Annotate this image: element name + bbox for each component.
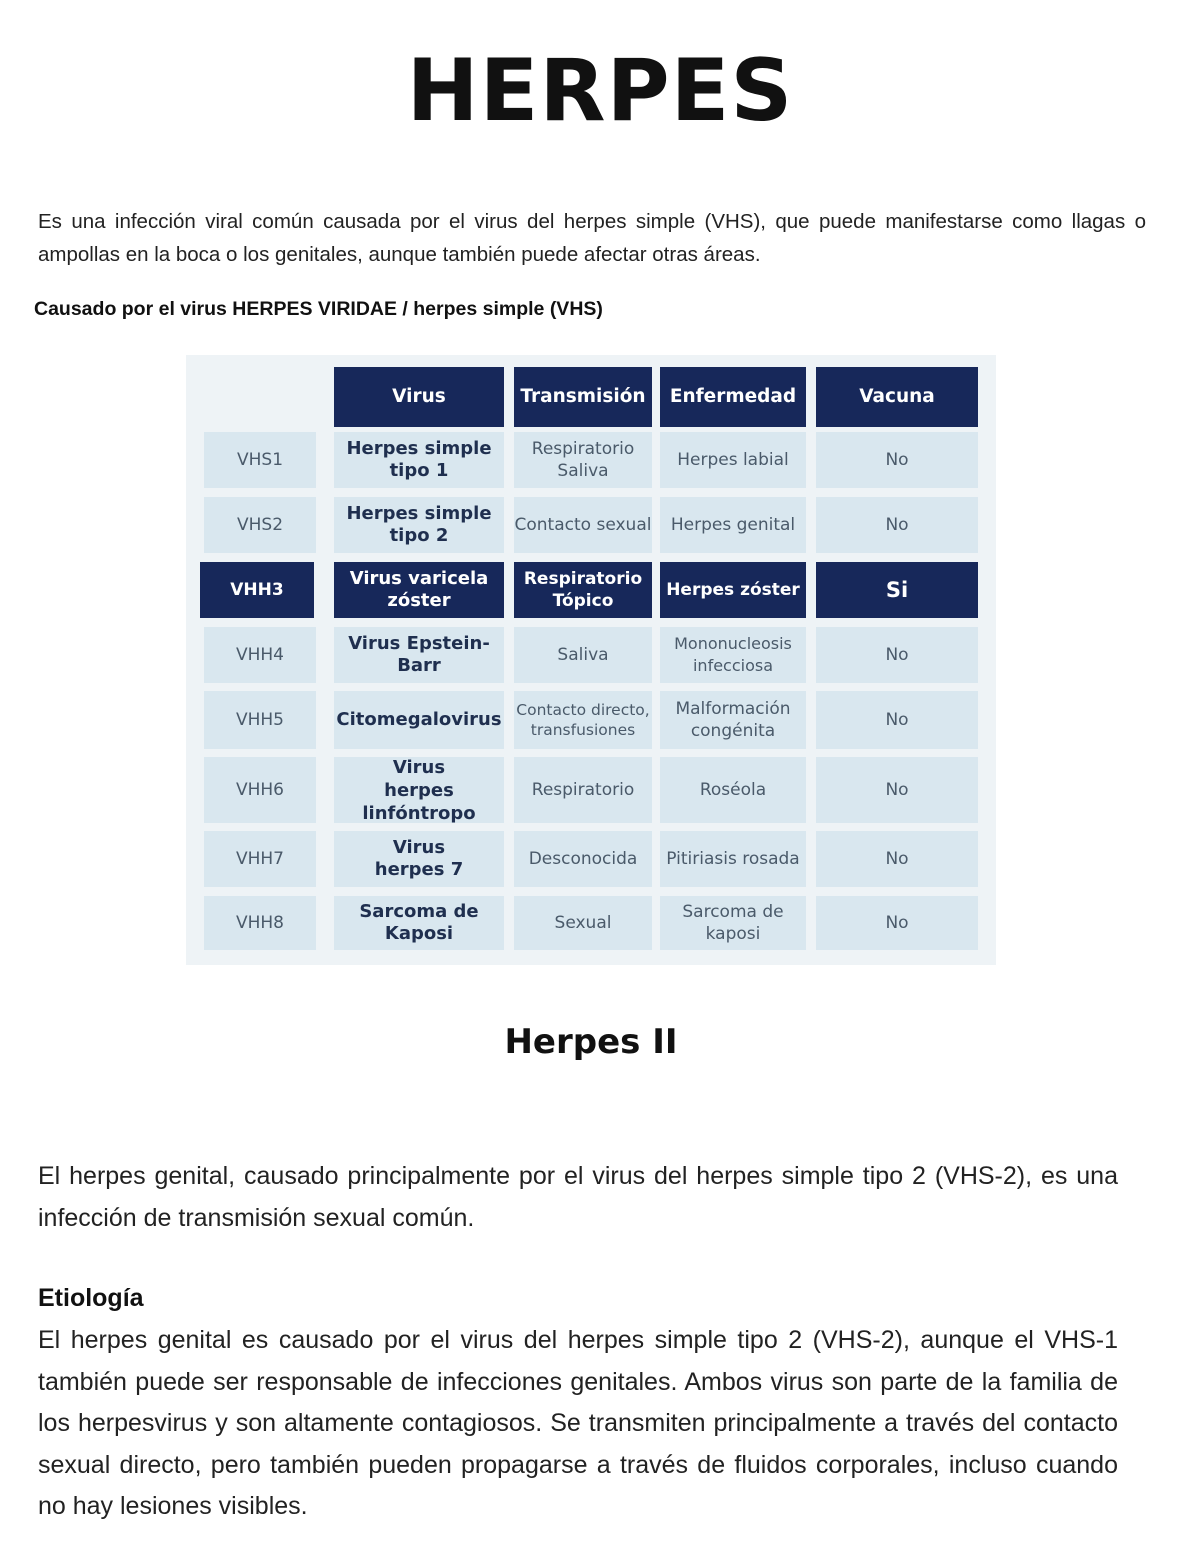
row-id: VHH7 bbox=[204, 831, 316, 887]
herpes-virus-table bbox=[186, 355, 996, 965]
etiologia-heading: Etiología bbox=[38, 1284, 144, 1312]
row-virus: Sarcoma de Kaposi bbox=[334, 896, 504, 950]
row-transmision: Sexual bbox=[514, 896, 652, 950]
row-vacuna: No bbox=[816, 497, 978, 553]
row-transmision-highlighted: Respiratorio Tópico bbox=[514, 562, 652, 618]
row-enfermedad: Malformación congénita bbox=[660, 691, 806, 749]
row-id: VHH8 bbox=[204, 896, 316, 950]
row-id-highlighted: VHH3 bbox=[200, 562, 314, 618]
row-id: VHH6 bbox=[204, 757, 316, 823]
row-transmision: Saliva bbox=[514, 627, 652, 683]
row-vacuna: No bbox=[816, 896, 978, 950]
header-enfermedad: Enfermedad bbox=[660, 367, 806, 427]
row-enfermedad: Herpes genital bbox=[660, 497, 806, 553]
row-transmision: Contacto directo, transfusiones bbox=[514, 691, 652, 749]
row-transmision: Desconocida bbox=[514, 831, 652, 887]
row-id: VHH4 bbox=[204, 627, 316, 683]
row-enfermedad-highlighted: Herpes zóster bbox=[660, 562, 806, 618]
row-id: VHS2 bbox=[204, 497, 316, 553]
row-transmision: Contacto sexual bbox=[514, 497, 652, 553]
row-vacuna: No bbox=[816, 831, 978, 887]
row-vacuna: No bbox=[816, 691, 978, 749]
row-vacuna: No bbox=[816, 432, 978, 488]
row-enfermedad: Sarcoma de kaposi bbox=[660, 896, 806, 950]
row-id: VHS1 bbox=[204, 432, 316, 488]
row-virus: Citomegalovirus bbox=[334, 691, 504, 749]
row-virus: Virus Epstein-Barr bbox=[334, 627, 504, 683]
row-virus: Herpes simple tipo 1 bbox=[334, 432, 504, 488]
row-enfermedad: Herpes labial bbox=[660, 432, 806, 488]
herpes-genital-paragraph: El herpes genital, causado principalmente por el virus del herpes simple tipo 2 (VHS-2), es una infección de transmisión sexual común. bbox=[38, 1162, 1118, 1232]
row-vacuna-highlighted: Si bbox=[816, 562, 978, 618]
row-transmision: Respiratorio Saliva bbox=[514, 432, 652, 488]
row-virus: Herpes simple tipo 2 bbox=[334, 497, 504, 553]
header-transmision: Transmisión bbox=[514, 367, 652, 427]
header-vacuna: Vacuna bbox=[816, 367, 978, 427]
row-vacuna: No bbox=[816, 757, 978, 823]
header-virus: Virus bbox=[334, 367, 504, 427]
row-enfermedad: Roséola bbox=[660, 757, 806, 823]
page-title: HERPES bbox=[406, 41, 794, 141]
row-enfermedad: Pitiriasis rosada bbox=[660, 831, 806, 887]
row-id: VHH5 bbox=[204, 691, 316, 749]
row-enfermedad: Mononucleosis infecciosa bbox=[660, 627, 806, 683]
intro-paragraph: Es una infección viral común causada por el virus del herpes simple (VHS), que puede manifestarse como llagas o ampollas en la boca o los genitales, aunque también puede afectar otras áreas. bbox=[38, 210, 1146, 266]
section-title-herpes-ii: Herpes II bbox=[504, 1022, 678, 1062]
row-transmision: Respiratorio bbox=[514, 757, 652, 823]
etiologia-paragraph: El herpes genital es causado por el virus del herpes simple tipo 2 (VHS-2), aunque el VHS-1 también puede ser responsable de infecciones genitales. Ambos virus son parte de la familia de los herpesvirus y son altamente contagiosos. Se transmiten principalmente a través del contacto sexual directo, pero también pueden propagarse a través de fluidos corporales, incluso cuando no hay lesiones visibles. bbox=[38, 1326, 1118, 1520]
row-virus: Virus herpes linfóntropo bbox=[334, 757, 504, 823]
row-vacuna: No bbox=[816, 627, 978, 683]
row-virus: Virus herpes 7 bbox=[334, 831, 504, 887]
caused-by-line: Causado por el virus HERPES VIRIDAE / herpes simple (VHS) bbox=[34, 298, 603, 320]
row-virus-highlighted: Virus varicela zóster bbox=[334, 562, 504, 618]
